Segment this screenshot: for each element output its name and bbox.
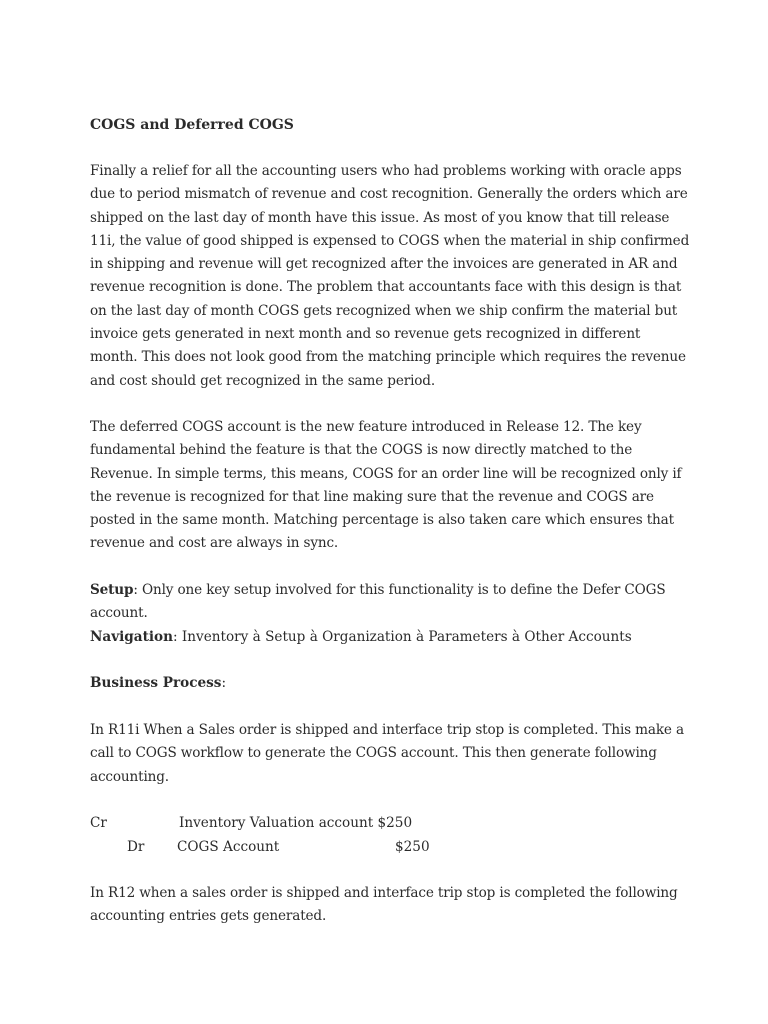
business-process-label: Business Process <box>90 675 222 691</box>
entry-cr-label: Cr <box>90 815 107 831</box>
business-process-suffix: : <box>221 675 227 691</box>
document-page <box>90 0 690 1024</box>
entry-dr-label: Dr <box>127 839 145 855</box>
r11i-paragraph: In R11i When a Sales order is shipped and interface trip stop is completed. This make a call to COGS workflow to generate the COGS account. This then generate following accounting. <box>90 722 684 785</box>
deferred-cogs-paragraph: The deferred COGS account is the new feature introduced in Release 12. The key fundamental behind the feature is that the COGS is now directly matched to the Revenue. In simple terms, this means, COGS for an order line will be recognized only if the revenue is recognized for that line making sure that the revenue and COGS are posted in the same month. Matching percentage is also taken care which ensures that revenue and cost are always in sync. <box>90 419 682 552</box>
document-title: COGS and Deferred COGS <box>90 117 294 133</box>
setup-paragraph <box>90 579 690 626</box>
business-process-heading <box>90 672 226 695</box>
entry-dr-amount: $250 <box>395 839 430 855</box>
navigation-paragraph <box>90 626 632 649</box>
r12-paragraph: In R12 when a sales order is shipped and interface trip stop is completed the following accounting entries gets generated. <box>90 885 678 925</box>
navigation-label: Navigation <box>90 629 174 645</box>
intro-paragraph: Finally a relief for all the accounting users who had problems working with oracle apps due to period mismatch of revenue and cost recognition. Generally the orders which are shipped on the last day of month have this issue. As most of you know that till release 11i, the value of good shipped is expensed to COGS when the material in ship confirmed in shipping and revenue will get recognized after the invoices are generated in AR and revenue recognition is done. The problem that accountants face with this design is that on the last day of month COGS gets recognized when we ship confirm the material but invoice gets generated in next month and so revenue gets recognized in different month. This does not look good from the matching principle which requires the revenue and cost should get recognized in the same period. <box>90 163 690 389</box>
setup-label: Setup <box>90 582 134 598</box>
navigation-text: : Inventory à Setup à Organization à Parameters à Other Accounts <box>173 629 632 645</box>
entry-cr-account: Inventory Valuation account $250 <box>179 815 413 831</box>
setup-text: : Only one key setup involved for this functionality is to define the Defer COGS account. <box>90 582 666 622</box>
entry-dr-account: COGS Account <box>177 839 280 855</box>
